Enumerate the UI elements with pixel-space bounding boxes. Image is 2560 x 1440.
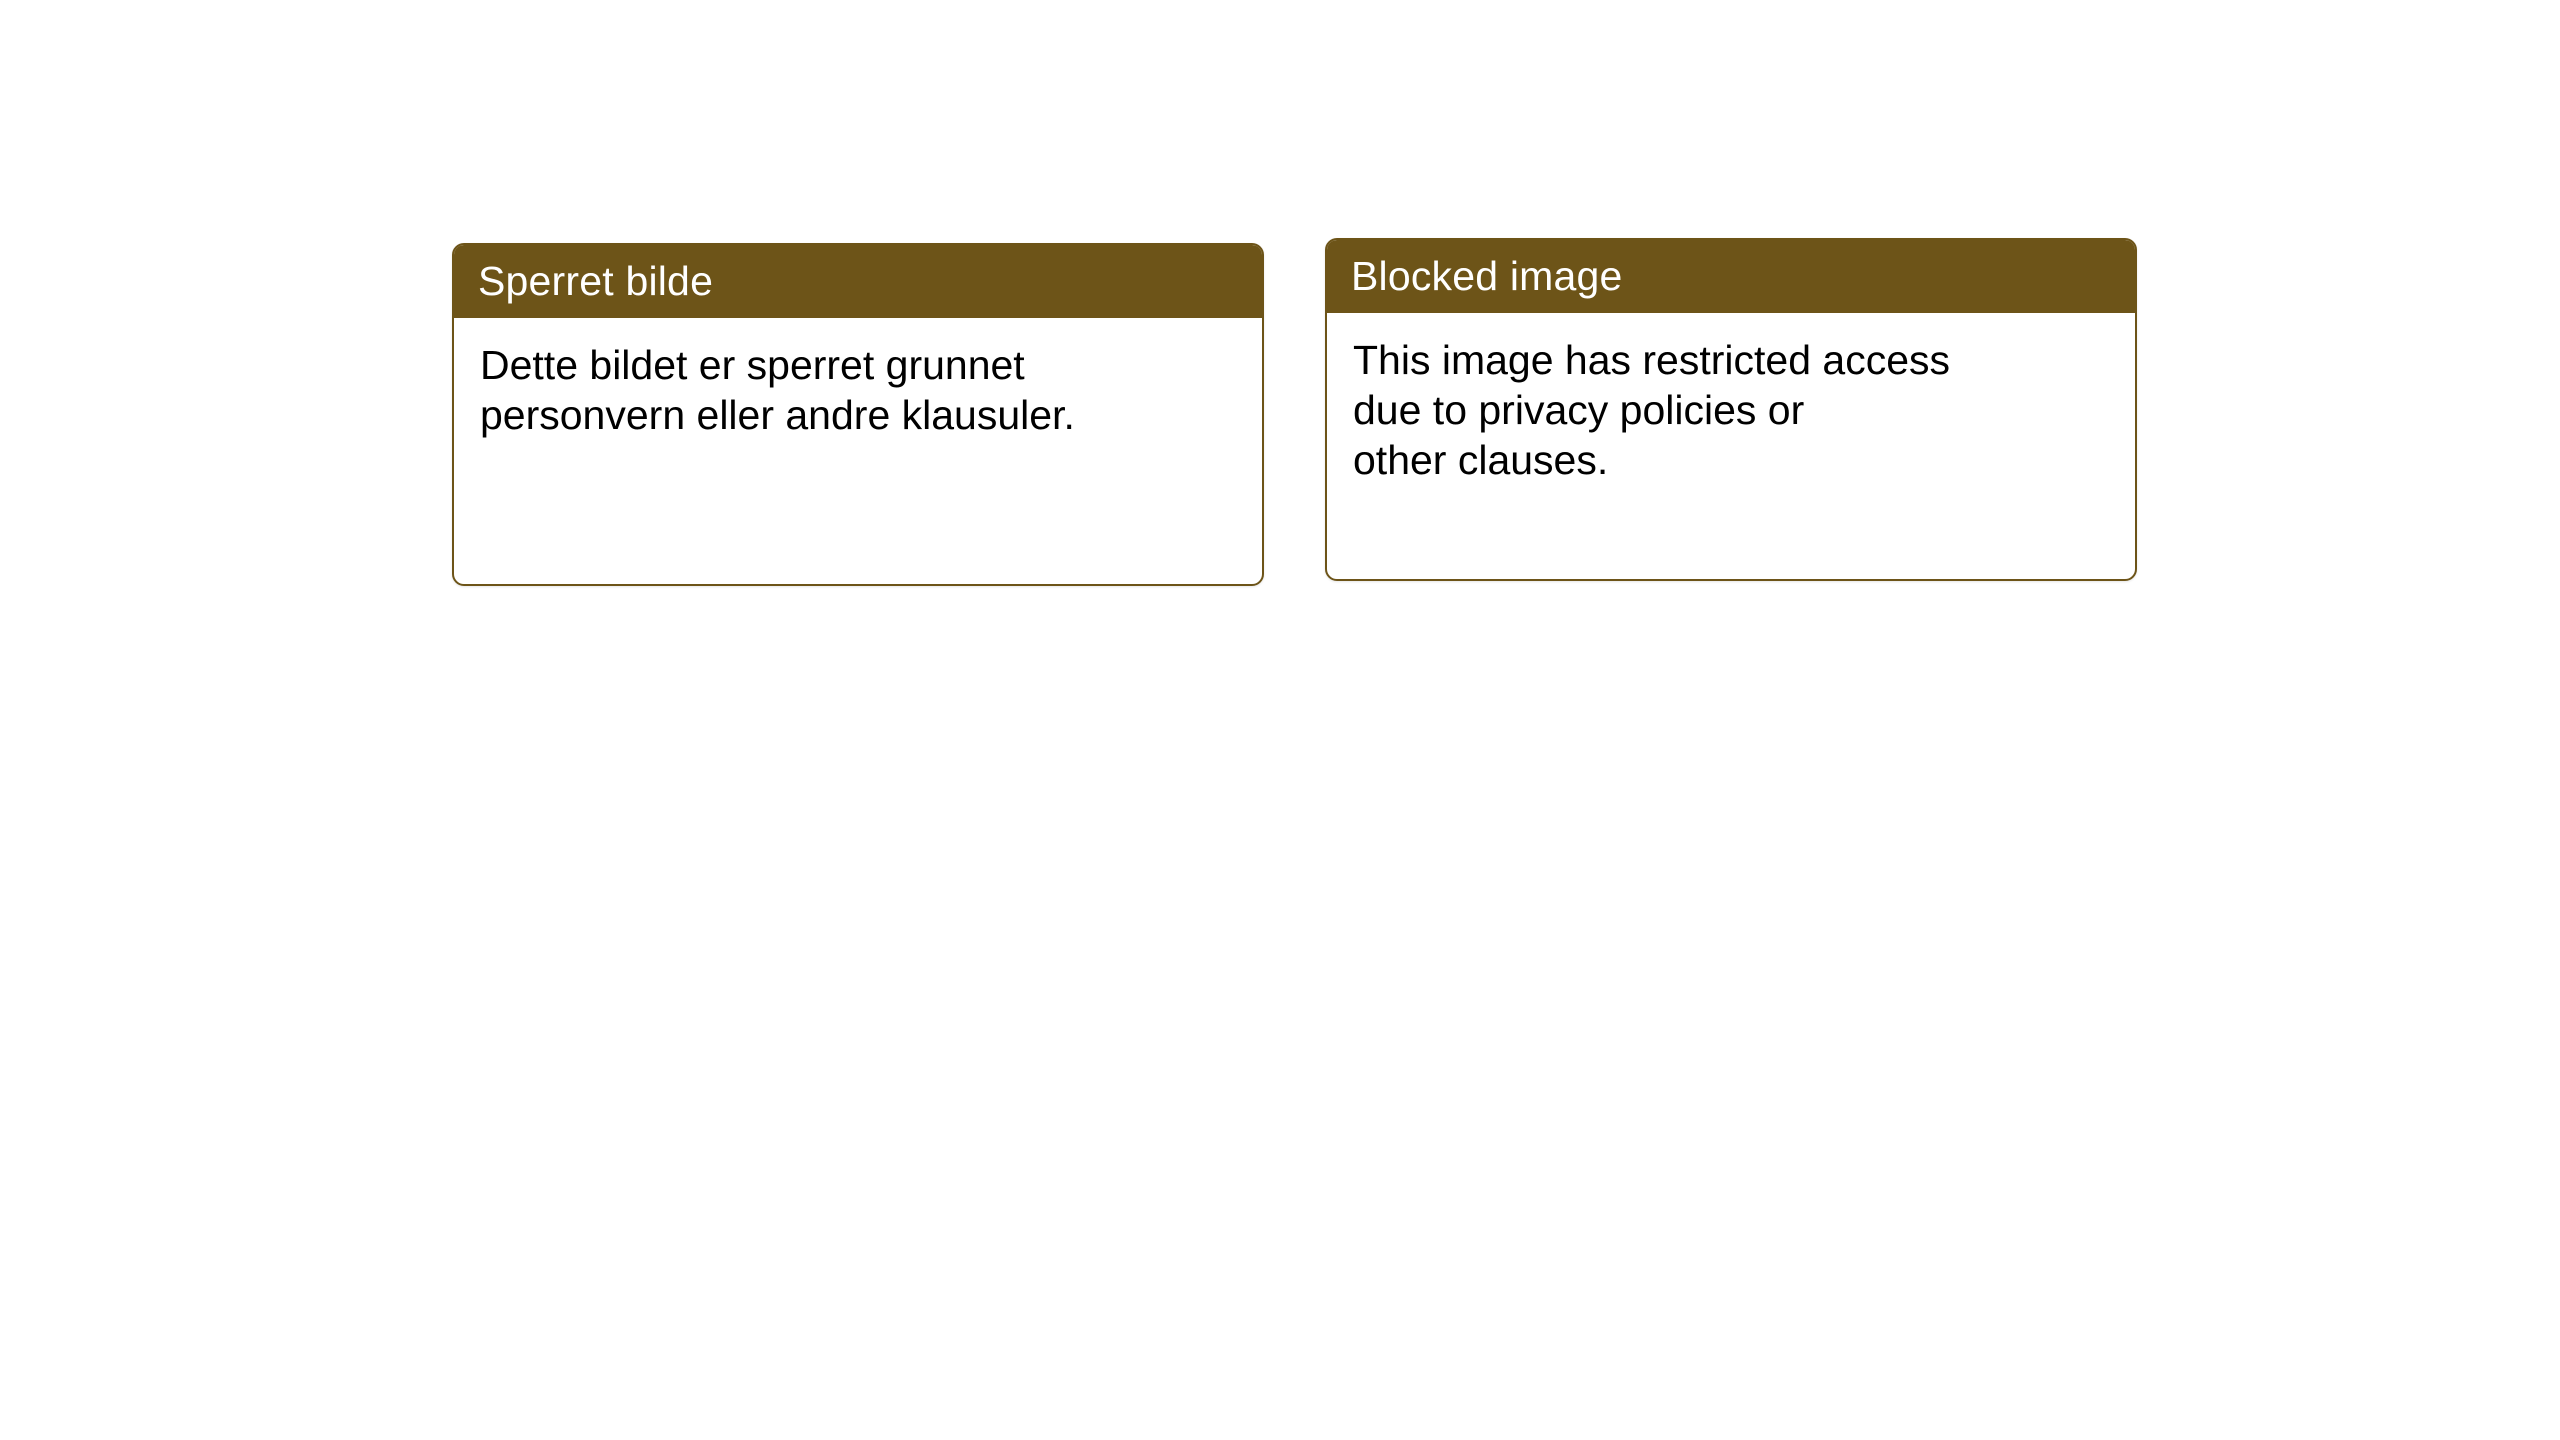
card-body-line: Dette bildet er sperret grunnet <box>480 342 1025 388</box>
card-body-line: personvern eller andre klausuler. <box>480 392 1075 439</box>
blocked-image-notice-no <box>452 243 1264 586</box>
card-title-en: Blocked image <box>1327 240 2135 313</box>
card-body-line: other clauses. <box>1353 437 1609 484</box>
card-title-no: Sperret bilde <box>454 245 1262 318</box>
card-body-en <box>1327 313 2135 485</box>
card-body-line: due to privacy policies or <box>1353 387 1805 434</box>
card-body-no <box>454 318 1262 440</box>
card-body-line: This image has restricted access <box>1353 337 1951 383</box>
blocked-image-notice-en <box>1325 238 2137 581</box>
